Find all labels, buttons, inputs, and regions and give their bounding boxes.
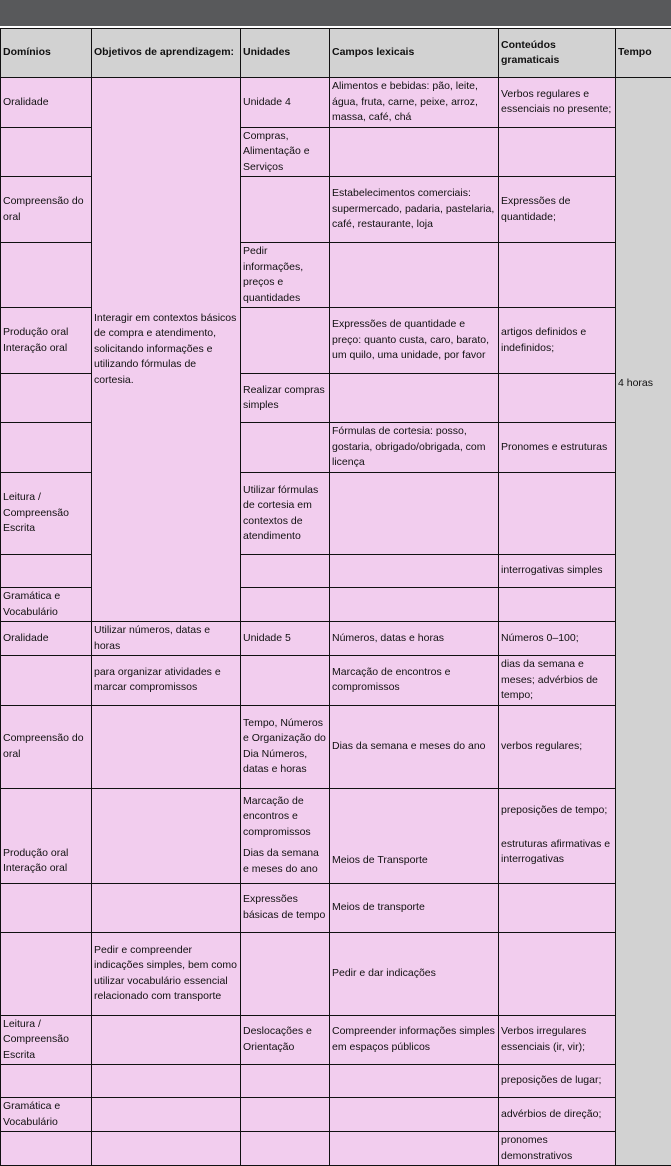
cell-conteudo: Expressões de quantidade;	[499, 177, 616, 243]
cell-campo	[330, 588, 499, 622]
cell-unidade	[241, 588, 330, 622]
cell-objetivo: Interagir em contextos básicos de compra e atendimento, solicitando informações e utilizando fórmulas de cortesia.	[92, 78, 241, 622]
cell-dominio	[1, 1065, 92, 1098]
cell-unidade: Deslocações e Orientação	[241, 1015, 330, 1065]
cell-objetivo	[92, 1098, 241, 1132]
window-title-bar	[0, 0, 671, 26]
cell-campo: Números, datas e horas	[330, 622, 499, 656]
cell-dominio	[1, 1132, 92, 1166]
header-objetivos: Objetivos de aprendizagem:	[92, 29, 241, 78]
table-row	[1, 705, 671, 788]
cell-campo: Expressões de quantidade e preço: quanto custa, caro, barato, um quilo, uma unidade, por favor	[330, 308, 499, 374]
cell-campo: Fórmulas de cortesia: posso, gostaria, obrigado/obrigada, com licença	[330, 423, 499, 473]
cell-dominio: Gramática e Vocabulário	[1, 1098, 92, 1132]
cell-conteudo	[499, 588, 616, 622]
cell-campo: Alimentos e bebidas: pão, leite, água, fruta, carne, peixe, arroz, massa, café, chá	[330, 78, 499, 128]
cell-campo: Meios de transporte	[330, 883, 499, 932]
cell-dominio: Oralidade	[1, 78, 92, 128]
cell-objetivo	[92, 705, 241, 788]
tempo-value: 4 horas	[618, 376, 669, 392]
cell-dominio	[1, 883, 92, 932]
header-row	[1, 29, 671, 78]
cell-objetivo	[92, 788, 241, 883]
table-row	[1, 1098, 671, 1132]
cell-conteudo: pronomes demonstrativos	[499, 1132, 616, 1166]
table-row	[1, 1132, 671, 1166]
conteudo-line-b: estruturas afirmativas e interrogativas	[501, 837, 613, 868]
cell-campo	[330, 127, 499, 177]
cell-unidade: Utilizar fórmulas de cortesia em contextos de atendimento	[241, 473, 330, 555]
cell-unidade	[241, 1098, 330, 1132]
cell-unidade	[241, 1132, 330, 1166]
cell-campo	[330, 555, 499, 588]
cell-dominio	[1, 374, 92, 423]
cell-campo	[330, 1098, 499, 1132]
cell-campo: Marcação de encontros e compromissos	[330, 656, 499, 706]
cell-campo: Meios de Transporte	[330, 788, 499, 883]
unidade-line-a: Marcação de encontros e compromissos	[243, 794, 327, 841]
cell-conteudo	[499, 788, 616, 883]
cell-dominio: Leitura / Compreensão Escrita	[1, 1015, 92, 1065]
cell-conteudo: preposições de lugar;	[499, 1065, 616, 1098]
header-unidades: Unidades	[241, 29, 330, 78]
cell-conteudo	[499, 127, 616, 177]
cell-campo: Compreender informações simples em espaços públicos	[330, 1015, 499, 1065]
cell-conteudo: interrogativas simples	[499, 555, 616, 588]
cell-unidade	[241, 656, 330, 706]
cell-unidade: Unidade 4	[241, 78, 330, 128]
cell-dominio: Compreensão do oral	[1, 705, 92, 788]
table-row	[1, 932, 671, 1015]
cell-campo: Pedir e dar indicações	[330, 932, 499, 1015]
cell-dominio: Leitura / Compreensão Escrita	[1, 473, 92, 555]
table-row	[1, 78, 671, 128]
cell-unidade: Unidade 5	[241, 622, 330, 656]
cell-unidade: Realizar compras simples	[241, 374, 330, 423]
cell-conteudo: artigos definidos e indefinidos;	[499, 308, 616, 374]
cell-unidade	[241, 932, 330, 1015]
cell-dominio	[1, 555, 92, 588]
table-row	[1, 1015, 671, 1065]
cell-objetivo	[92, 1065, 241, 1098]
cell-conteudo: advérbios de direção;	[499, 1098, 616, 1132]
cell-dominio	[1, 656, 92, 706]
cell-objetivo	[92, 1132, 241, 1166]
cell-dominio	[1, 423, 92, 473]
cell-objetivo	[92, 883, 241, 932]
cell-dominio	[1, 243, 92, 308]
cell-campo	[330, 1132, 499, 1166]
cell-conteudo	[499, 374, 616, 423]
spacer	[501, 819, 613, 837]
unidade-line-b: Dias da semana e meses do ano	[243, 846, 327, 877]
table-row	[1, 656, 671, 706]
cell-unidade: Tempo, Números e Organização do Dia Números, datas e horas	[241, 705, 330, 788]
cell-campo: Dias da semana e meses do ano	[330, 705, 499, 788]
cell-dominio: Produção oral Interação oral	[1, 788, 92, 883]
cell-unidade	[241, 555, 330, 588]
header-dominios: Domínios	[1, 29, 92, 78]
cell-campo	[330, 374, 499, 423]
cell-unidade	[241, 788, 330, 883]
table-row	[1, 622, 671, 656]
cell-dominio	[1, 127, 92, 177]
cell-unidade: Compras, Alimentação e Serviços	[241, 127, 330, 177]
curriculum-table	[0, 28, 671, 1166]
cell-tempo	[616, 78, 671, 1166]
cell-unidade	[241, 423, 330, 473]
header-tempo: Tempo	[616, 29, 671, 78]
cell-dominio: Gramática e Vocabulário	[1, 588, 92, 622]
cell-conteudo: Pronomes e estruturas	[499, 423, 616, 473]
cell-dominio: Produção oral Interação oral	[1, 308, 92, 374]
cell-conteudo	[499, 243, 616, 308]
header-campos: Campos lexicais	[330, 29, 499, 78]
cell-dominio: Compreensão do oral	[1, 177, 92, 243]
cell-dominio	[1, 932, 92, 1015]
cell-conteudo: Verbos regulares e essenciais no presente;	[499, 78, 616, 128]
cell-campo	[330, 243, 499, 308]
header-conteudos: Conteúdos gramaticais	[499, 29, 616, 78]
cell-campo	[330, 1065, 499, 1098]
cell-objetivo: Utilizar números, datas e horas	[92, 622, 241, 656]
cell-dominio: Oralidade	[1, 622, 92, 656]
conteudo-line-a: preposições de tempo;	[501, 803, 613, 819]
table-row	[1, 788, 671, 883]
cell-conteudo: Números 0–100;	[499, 622, 616, 656]
cell-campo: Estabelecimentos comerciais: supermercado, padaria, pastelaria, café, restaurante, loja	[330, 177, 499, 243]
cell-campo	[330, 473, 499, 555]
cell-conteudo	[499, 932, 616, 1015]
cell-conteudo	[499, 883, 616, 932]
cell-conteudo: Verbos irregulares essenciais (ir, vir);	[499, 1015, 616, 1065]
cell-objetivo	[92, 1015, 241, 1065]
cell-objetivo: para organizar atividades e marcar compromissos	[92, 656, 241, 706]
cell-conteudo	[499, 473, 616, 555]
cell-unidade	[241, 177, 330, 243]
cell-unidade	[241, 1065, 330, 1098]
cell-conteudo: verbos regulares;	[499, 705, 616, 788]
cell-objetivo: Pedir e compreender indicações simples, bem como utilizar vocabulário essencial relacionado com transporte	[92, 932, 241, 1015]
cell-unidade: Expressões básicas de tempo	[241, 883, 330, 932]
cell-unidade	[241, 308, 330, 374]
cell-unidade: Pedir informações, preços e quantidades	[241, 243, 330, 308]
table-row	[1, 1065, 671, 1098]
cell-conteudo: dias da semana e meses; advérbios de tempo;	[499, 656, 616, 706]
table-row	[1, 883, 671, 932]
